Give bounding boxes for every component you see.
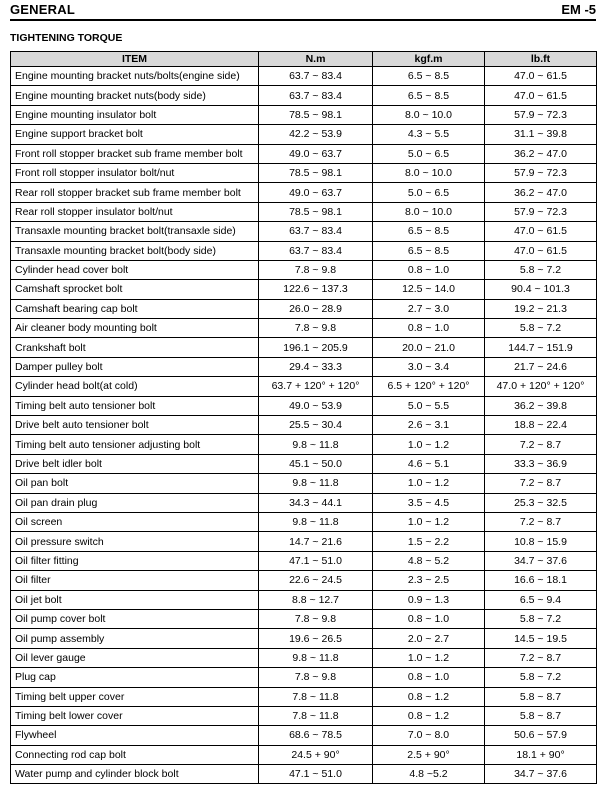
nm-cell: 9.8 ~ 11.8 — [259, 435, 373, 454]
item-cell: Air cleaner body mounting bolt — [11, 319, 259, 338]
table-body — [11, 67, 597, 784]
item-cell: Oil jet bolt — [11, 590, 259, 609]
item-cell: Oil filter — [11, 571, 259, 590]
nm-cell: 7.8 ~ 9.8 — [259, 668, 373, 687]
kgfm-cell: 0.8 ~ 1.0 — [373, 668, 485, 687]
table-row — [11, 512, 597, 531]
item-cell: Rear roll stopper bracket sub frame member bolt — [11, 183, 259, 202]
header-rule — [10, 19, 596, 21]
lbft-cell: 5.8 ~ 8.7 — [485, 706, 597, 725]
page-header — [10, 2, 596, 20]
table-row — [11, 357, 597, 376]
lbft-cell: 144.7 ~ 151.9 — [485, 338, 597, 357]
nm-cell: 63.7 ~ 83.4 — [259, 86, 373, 105]
section-name: GENERAL — [10, 2, 75, 17]
page-number: EM -5 — [561, 2, 596, 17]
kgfm-cell: 2.6 ~ 3.1 — [373, 416, 485, 435]
kgfm-cell: 2.0 ~ 2.7 — [373, 629, 485, 648]
table-row — [11, 648, 597, 667]
lbft-cell: 47.0 ~ 61.5 — [485, 67, 597, 86]
nm-cell: 42.2 ~ 53.9 — [259, 125, 373, 144]
table-row — [11, 125, 597, 144]
item-cell: Front roll stopper bracket sub frame member bolt — [11, 144, 259, 163]
lbft-cell: 5.8 ~ 7.2 — [485, 609, 597, 628]
nm-cell: 78.5 ~ 98.1 — [259, 202, 373, 221]
lbft-cell: 18.1 + 90° — [485, 745, 597, 764]
table-row — [11, 454, 597, 473]
item-cell: Camshaft sprocket bolt — [11, 280, 259, 299]
table-row — [11, 338, 597, 357]
item-cell: Engine mounting insulator bolt — [11, 105, 259, 124]
kgfm-cell: 1.5 ~ 2.2 — [373, 532, 485, 551]
lbft-cell: 25.3 ~ 32.5 — [485, 493, 597, 512]
kgfm-cell: 20.0 ~ 21.0 — [373, 338, 485, 357]
table-row — [11, 222, 597, 241]
table-row — [11, 67, 597, 86]
table-row — [11, 280, 597, 299]
lbft-cell: 10.8 ~ 15.9 — [485, 532, 597, 551]
kgfm-cell: 6.5 + 120° + 120° — [373, 377, 485, 396]
nm-cell: 78.5 ~ 98.1 — [259, 163, 373, 182]
kgfm-cell: 4.8 ~ 5.2 — [373, 551, 485, 570]
table-row — [11, 163, 597, 182]
table-row — [11, 590, 597, 609]
lbft-cell: 19.2 ~ 21.3 — [485, 299, 597, 318]
item-cell: Timing belt auto tensioner adjusting bolt — [11, 435, 259, 454]
lbft-cell: 31.1 ~ 39.8 — [485, 125, 597, 144]
lbft-cell: 57.9 ~ 72.3 — [485, 163, 597, 182]
table-row — [11, 629, 597, 648]
torque-table — [10, 51, 597, 784]
kgfm-cell: 0.8 ~ 1.2 — [373, 687, 485, 706]
table-row — [11, 396, 597, 415]
lbft-cell: 5.8 ~ 8.7 — [485, 687, 597, 706]
table-row — [11, 202, 597, 221]
item-cell: Transaxle mounting bracket bolt(body side) — [11, 241, 259, 260]
kgfm-cell: 0.9 ~ 1.3 — [373, 590, 485, 609]
item-cell: Oil pump assembly — [11, 629, 259, 648]
kgfm-cell: 8.0 ~ 10.0 — [373, 105, 485, 124]
nm-cell: 9.8 ~ 11.8 — [259, 648, 373, 667]
lbft-cell: 50.6 ~ 57.9 — [485, 726, 597, 745]
item-cell: Oil pressure switch — [11, 532, 259, 551]
lbft-cell: 18.8 ~ 22.4 — [485, 416, 597, 435]
table-row — [11, 745, 597, 764]
nm-cell: 22.6 ~ 24.5 — [259, 571, 373, 590]
table-row — [11, 260, 597, 279]
nm-cell: 78.5 ~ 98.1 — [259, 105, 373, 124]
nm-cell: 49.0 ~ 53.9 — [259, 396, 373, 415]
item-cell: Oil pump cover bolt — [11, 609, 259, 628]
item-cell: Oil filter fitting — [11, 551, 259, 570]
kgfm-cell: 2.7 ~ 3.0 — [373, 299, 485, 318]
nm-cell: 196.1 ~ 205.9 — [259, 338, 373, 357]
nm-cell: 14.7 ~ 21.6 — [259, 532, 373, 551]
lbft-cell: 47.0 ~ 61.5 — [485, 241, 597, 260]
table-row — [11, 571, 597, 590]
item-cell: Transaxle mounting bracket bolt(transaxle side) — [11, 222, 259, 241]
item-cell: Oil lever gauge — [11, 648, 259, 667]
item-cell: Timing belt auto tensioner bolt — [11, 396, 259, 415]
lbft-cell: 36.2 ~ 39.8 — [485, 396, 597, 415]
lbft-cell: 36.2 ~ 47.0 — [485, 144, 597, 163]
lbft-cell: 21.7 ~ 24.6 — [485, 357, 597, 376]
table-row — [11, 183, 597, 202]
table-row — [11, 668, 597, 687]
kgfm-cell: 0.8 ~ 1.0 — [373, 609, 485, 628]
item-cell: Flywheel — [11, 726, 259, 745]
item-cell: Front roll stopper insulator bolt/nut — [11, 163, 259, 182]
nm-cell: 7.8 ~ 11.8 — [259, 687, 373, 706]
item-cell: Timing belt upper cover — [11, 687, 259, 706]
kgfm-cell: 4.3 ~ 5.5 — [373, 125, 485, 144]
nm-cell: 63.7 ~ 83.4 — [259, 67, 373, 86]
nm-cell: 7.8 ~ 11.8 — [259, 706, 373, 725]
nm-cell: 63.7 + 120° + 120° — [259, 377, 373, 396]
nm-cell: 122.6 ~ 137.3 — [259, 280, 373, 299]
nm-cell: 29.4 ~ 33.3 — [259, 357, 373, 376]
nm-cell: 9.8 ~ 11.8 — [259, 512, 373, 531]
kgfm-cell: 2.5 + 90° — [373, 745, 485, 764]
lbft-cell: 5.8 ~ 7.2 — [485, 260, 597, 279]
nm-cell: 34.3 ~ 44.1 — [259, 493, 373, 512]
nm-cell: 7.8 ~ 9.8 — [259, 609, 373, 628]
table-row — [11, 241, 597, 260]
table-row — [11, 377, 597, 396]
nm-cell: 19.6 ~ 26.5 — [259, 629, 373, 648]
item-cell: Engine support bracket bolt — [11, 125, 259, 144]
lbft-cell: 34.7 ~ 37.6 — [485, 765, 597, 784]
nm-cell: 7.8 ~ 9.8 — [259, 319, 373, 338]
lbft-cell: 7.2 ~ 8.7 — [485, 512, 597, 531]
nm-cell: 47.1 ~ 51.0 — [259, 765, 373, 784]
kgfm-cell: 1.0 ~ 1.2 — [373, 648, 485, 667]
lbft-cell: 57.9 ~ 72.3 — [485, 202, 597, 221]
table-row — [11, 609, 597, 628]
table-row — [11, 726, 597, 745]
lbft-cell: 5.8 ~ 7.2 — [485, 668, 597, 687]
nm-cell: 47.1 ~ 51.0 — [259, 551, 373, 570]
kgfm-cell: 4.8 ~5.2 — [373, 765, 485, 784]
item-cell: Drive belt idler bolt — [11, 454, 259, 473]
kgfm-cell: 7.0 ~ 8.0 — [373, 726, 485, 745]
kgfm-cell: 8.0 ~ 10.0 — [373, 163, 485, 182]
nm-cell: 26.0 ~ 28.9 — [259, 299, 373, 318]
lbft-cell: 47.0 + 120° + 120° — [485, 377, 597, 396]
column-header-item: ITEM — [11, 52, 259, 67]
item-cell: Engine mounting bracket nuts/bolts(engine side) — [11, 67, 259, 86]
item-cell: Damper pulley bolt — [11, 357, 259, 376]
nm-cell: 63.7 ~ 83.4 — [259, 241, 373, 260]
kgfm-cell: 0.8 ~ 1.0 — [373, 319, 485, 338]
item-cell: Camshaft bearing cap bolt — [11, 299, 259, 318]
lbft-cell: 16.6 ~ 18.1 — [485, 571, 597, 590]
nm-cell: 24.5 + 90° — [259, 745, 373, 764]
lbft-cell: 47.0 ~ 61.5 — [485, 222, 597, 241]
lbft-cell: 6.5 ~ 9.4 — [485, 590, 597, 609]
item-cell: Connecting rod cap bolt — [11, 745, 259, 764]
item-cell: Oil screen — [11, 512, 259, 531]
lbft-cell: 34.7 ~ 37.6 — [485, 551, 597, 570]
table-row — [11, 86, 597, 105]
kgfm-cell: 12.5 ~ 14.0 — [373, 280, 485, 299]
item-cell: Rear roll stopper insulator bolt/nut — [11, 202, 259, 221]
kgfm-cell: 8.0 ~ 10.0 — [373, 202, 485, 221]
table-row — [11, 532, 597, 551]
lbft-cell: 7.2 ~ 8.7 — [485, 474, 597, 493]
lbft-cell: 57.9 ~ 72.3 — [485, 105, 597, 124]
table-row — [11, 687, 597, 706]
lbft-cell: 36.2 ~ 47.0 — [485, 183, 597, 202]
nm-cell: 68.6 ~ 78.5 — [259, 726, 373, 745]
item-cell: Cylinder head bolt(at cold) — [11, 377, 259, 396]
kgfm-cell: 5.0 ~ 5.5 — [373, 396, 485, 415]
kgfm-cell: 5.0 ~ 6.5 — [373, 144, 485, 163]
kgfm-cell: 1.0 ~ 1.2 — [373, 474, 485, 493]
kgfm-cell: 6.5 ~ 8.5 — [373, 222, 485, 241]
table-row — [11, 706, 597, 725]
item-cell: Oil pan bolt — [11, 474, 259, 493]
table-row — [11, 493, 597, 512]
item-cell: Water pump and cylinder block bolt — [11, 765, 259, 784]
kgfm-cell: 6.5 ~ 8.5 — [373, 241, 485, 260]
column-header-nm: N.m — [259, 52, 373, 67]
table-row — [11, 551, 597, 570]
nm-cell: 63.7 ~ 83.4 — [259, 222, 373, 241]
item-cell: Crankshaft bolt — [11, 338, 259, 357]
kgfm-cell: 6.5 ~ 8.5 — [373, 86, 485, 105]
item-cell: Drive belt auto tensioner bolt — [11, 416, 259, 435]
lbft-cell: 7.2 ~ 8.7 — [485, 648, 597, 667]
table-row — [11, 435, 597, 454]
nm-cell: 49.0 ~ 63.7 — [259, 144, 373, 163]
table-row — [11, 474, 597, 493]
column-header-lbft: lb.ft — [485, 52, 597, 67]
lbft-cell: 14.5 ~ 19.5 — [485, 629, 597, 648]
kgfm-cell: 4.6 ~ 5.1 — [373, 454, 485, 473]
lbft-cell: 47.0 ~ 61.5 — [485, 86, 597, 105]
table-row — [11, 105, 597, 124]
item-cell: Engine mounting bracket nuts(body side) — [11, 86, 259, 105]
nm-cell: 45.1 ~ 50.0 — [259, 454, 373, 473]
item-cell: Oil pan drain plug — [11, 493, 259, 512]
kgfm-cell: 0.8 ~ 1.2 — [373, 706, 485, 725]
nm-cell: 9.8 ~ 11.8 — [259, 474, 373, 493]
item-cell: Plug cap — [11, 668, 259, 687]
item-cell: Timing belt lower cover — [11, 706, 259, 725]
kgfm-cell: 0.8 ~ 1.0 — [373, 260, 485, 279]
kgfm-cell: 1.0 ~ 1.2 — [373, 512, 485, 531]
table-row — [11, 319, 597, 338]
kgfm-cell: 3.5 ~ 4.5 — [373, 493, 485, 512]
kgfm-cell: 6.5 ~ 8.5 — [373, 67, 485, 86]
lbft-cell: 5.8 ~ 7.2 — [485, 319, 597, 338]
column-header-kgfm: kgf.m — [373, 52, 485, 67]
kgfm-cell: 5.0 ~ 6.5 — [373, 183, 485, 202]
table-row — [11, 144, 597, 163]
lbft-cell: 33.3 ~ 36.9 — [485, 454, 597, 473]
table-row — [11, 416, 597, 435]
item-cell: Cylinder head cover bolt — [11, 260, 259, 279]
table-header-row — [11, 52, 597, 67]
table-row — [11, 299, 597, 318]
nm-cell: 25.5 ~ 30.4 — [259, 416, 373, 435]
table-row — [11, 765, 597, 784]
kgfm-cell: 3.0 ~ 3.4 — [373, 357, 485, 376]
page-title: TIGHTENING TORQUE — [10, 32, 123, 44]
nm-cell: 7.8 ~ 9.8 — [259, 260, 373, 279]
kgfm-cell: 2.3 ~ 2.5 — [373, 571, 485, 590]
kgfm-cell: 1.0 ~ 1.2 — [373, 435, 485, 454]
lbft-cell: 90.4 ~ 101.3 — [485, 280, 597, 299]
lbft-cell: 7.2 ~ 8.7 — [485, 435, 597, 454]
nm-cell: 8.8 ~ 12.7 — [259, 590, 373, 609]
nm-cell: 49.0 ~ 63.7 — [259, 183, 373, 202]
